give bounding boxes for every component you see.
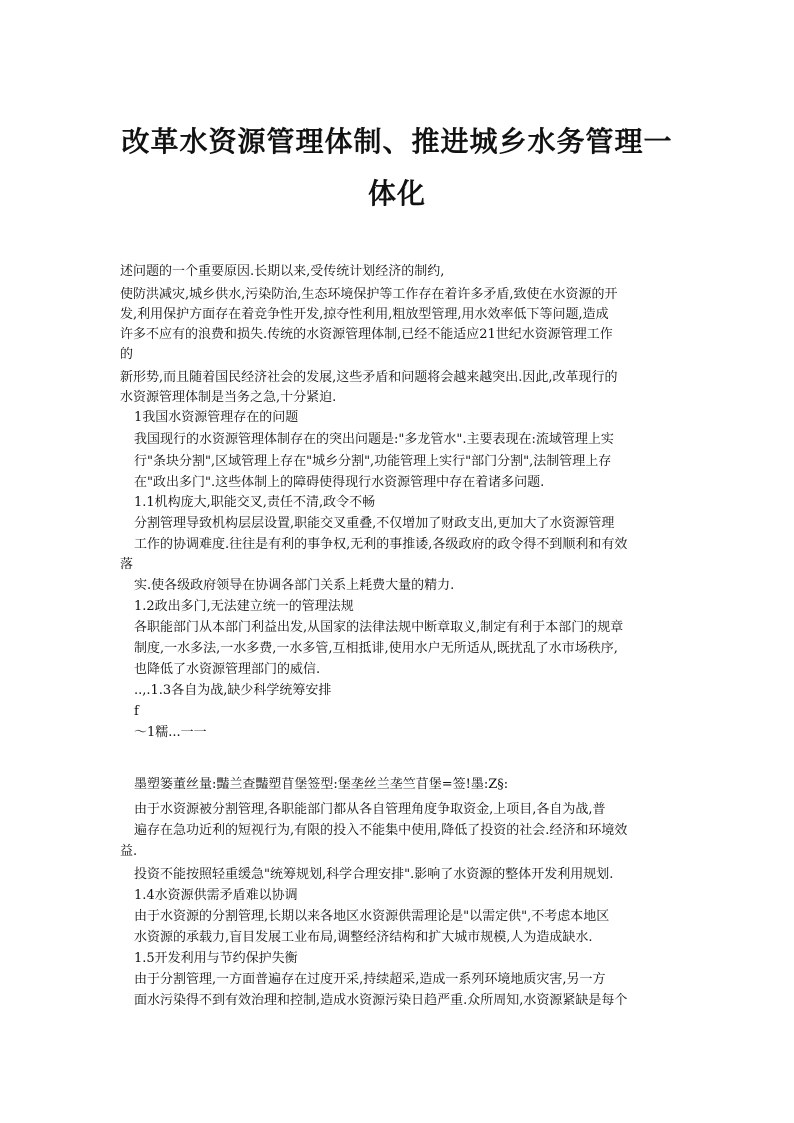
garbled-line: 墨塑篓董丝量:豔兰查豔塑苜堡签型:堡垄丝兰垄竺苜堡=签!墨:Z§: (134, 777, 509, 792)
section-heading: 1.4水资源供需矛盾难以协调 (134, 888, 298, 903)
section-heading: ..,.1.3各自为战,缺少科学统筹安排 (134, 683, 332, 698)
body-line: 面水污染得不到有效治理和控制,造成水资源污染日趋严重.众所周知,水资源紧缺是每个 (134, 993, 628, 1008)
body-line: 我国现行的水资源管理体制存在的突出问题是:"多龙管水".主要表现在:流域管理上实 (134, 432, 614, 447)
section-heading: 1.2政出多门,无法建立统一的管理法规 (134, 599, 354, 614)
body-line: 由于分割管理,一方面普遍存在过度开采,持续超采,造成一系列环境地质灾害,另一方 (134, 972, 606, 987)
body-line: 水资源的承载力,盲目发展工业布局,调整经济结构和扩大城市规模,人为造成缺水. (134, 930, 593, 945)
body-line: 由于水资源的分割管理,长期以来各地区水资源供需理论是"以需定供",不考虑本地区 (134, 909, 610, 924)
body-line: 各职能部门从本部门利益出发,从国家的法律法规中断章取义,制定有利于本部门的规章 (134, 620, 624, 635)
document-title-line1: 改革水资源管理体制、推进城乡水务管理一 (121, 125, 673, 158)
body-line: 水资源管理体制是当务之急,十分紧迫. (120, 390, 337, 405)
body-line: 遍存在急功近利的短视行为,有限的投入不能集中使用,降低了投资的社会.经济和环境效 (134, 823, 628, 838)
section-heading: 1.1机构庞大,职能交叉,责任不清,政令不畅 (134, 495, 376, 510)
body-line: 在"政出多门".这些体制上的障碍使得现行水资源管理中存在着诸多问题. (134, 475, 545, 490)
body-line: 益. (120, 844, 138, 859)
body-line: 述问题的一个重要原因.长期以来,受传统计划经济的制约, (120, 264, 445, 279)
body-line: 也降低了水资源管理部门的威信. (134, 662, 321, 677)
body-line: 由于水资源被分割管理,各职能部门都从各自管理角度争取资金,上项目,各自为战,普 (134, 802, 606, 817)
body-line: ～1糯...一一 (134, 725, 207, 740)
document-title-line2: 体化 (367, 177, 426, 210)
body-line: 行"条块分割",区域管理上存在"城乡分割",功能管理上实行"部门分割",法制管理上存 (134, 454, 612, 469)
body-line: 发,利用保护方面存在着竞争性开发,掠夺性利用,粗放型管理,用水效率低下等问题,造成 (120, 307, 609, 322)
body-line: 投资不能按照轻重缓急"统筹规划,科学合理安排".影响了水资源的整体开发利用规划. (134, 867, 614, 882)
body-line: 制度,一水多法,一水多费,一水多管,互相抵诽,使用水户无所适从,既扰乱了水市场秩序, (134, 641, 618, 656)
body-line: f (134, 704, 139, 719)
body-line: 的 (120, 347, 134, 362)
section-heading: 1我国水资源管理存在的问题 (134, 410, 299, 425)
body-line: 使防洪减灾,城乡供水,污染防治,生态环境保护等工作存在着许多矛盾,致使在水资源的开 (120, 287, 618, 302)
body-line: 许多不应有的浪费和损失.传统的水资源管理体制,已经不能适应21世纪水资源管理工作 (120, 327, 613, 342)
body-line: 实.使各级政府领导在协调各部门关系上耗费大量的精力. (134, 578, 455, 593)
body-line: 分割管理导致机构层层设置,职能交叉重叠,不仅增加了财政支出,更加大了水资源管理 (134, 516, 615, 531)
body-line: 落 (120, 557, 134, 572)
body-line: 工作的协调难度.往往是有利的事争权,无利的事推诿,各级政府的政令得不到顺利和有效 (134, 537, 628, 552)
body-line: 新形势,而且随着国民经济社会的发展,这些矛盾和问题将会越来越突出.因此,改革现行的 (120, 370, 618, 385)
section-heading: 1.5开发利用与节约保护失衡 (134, 951, 298, 966)
